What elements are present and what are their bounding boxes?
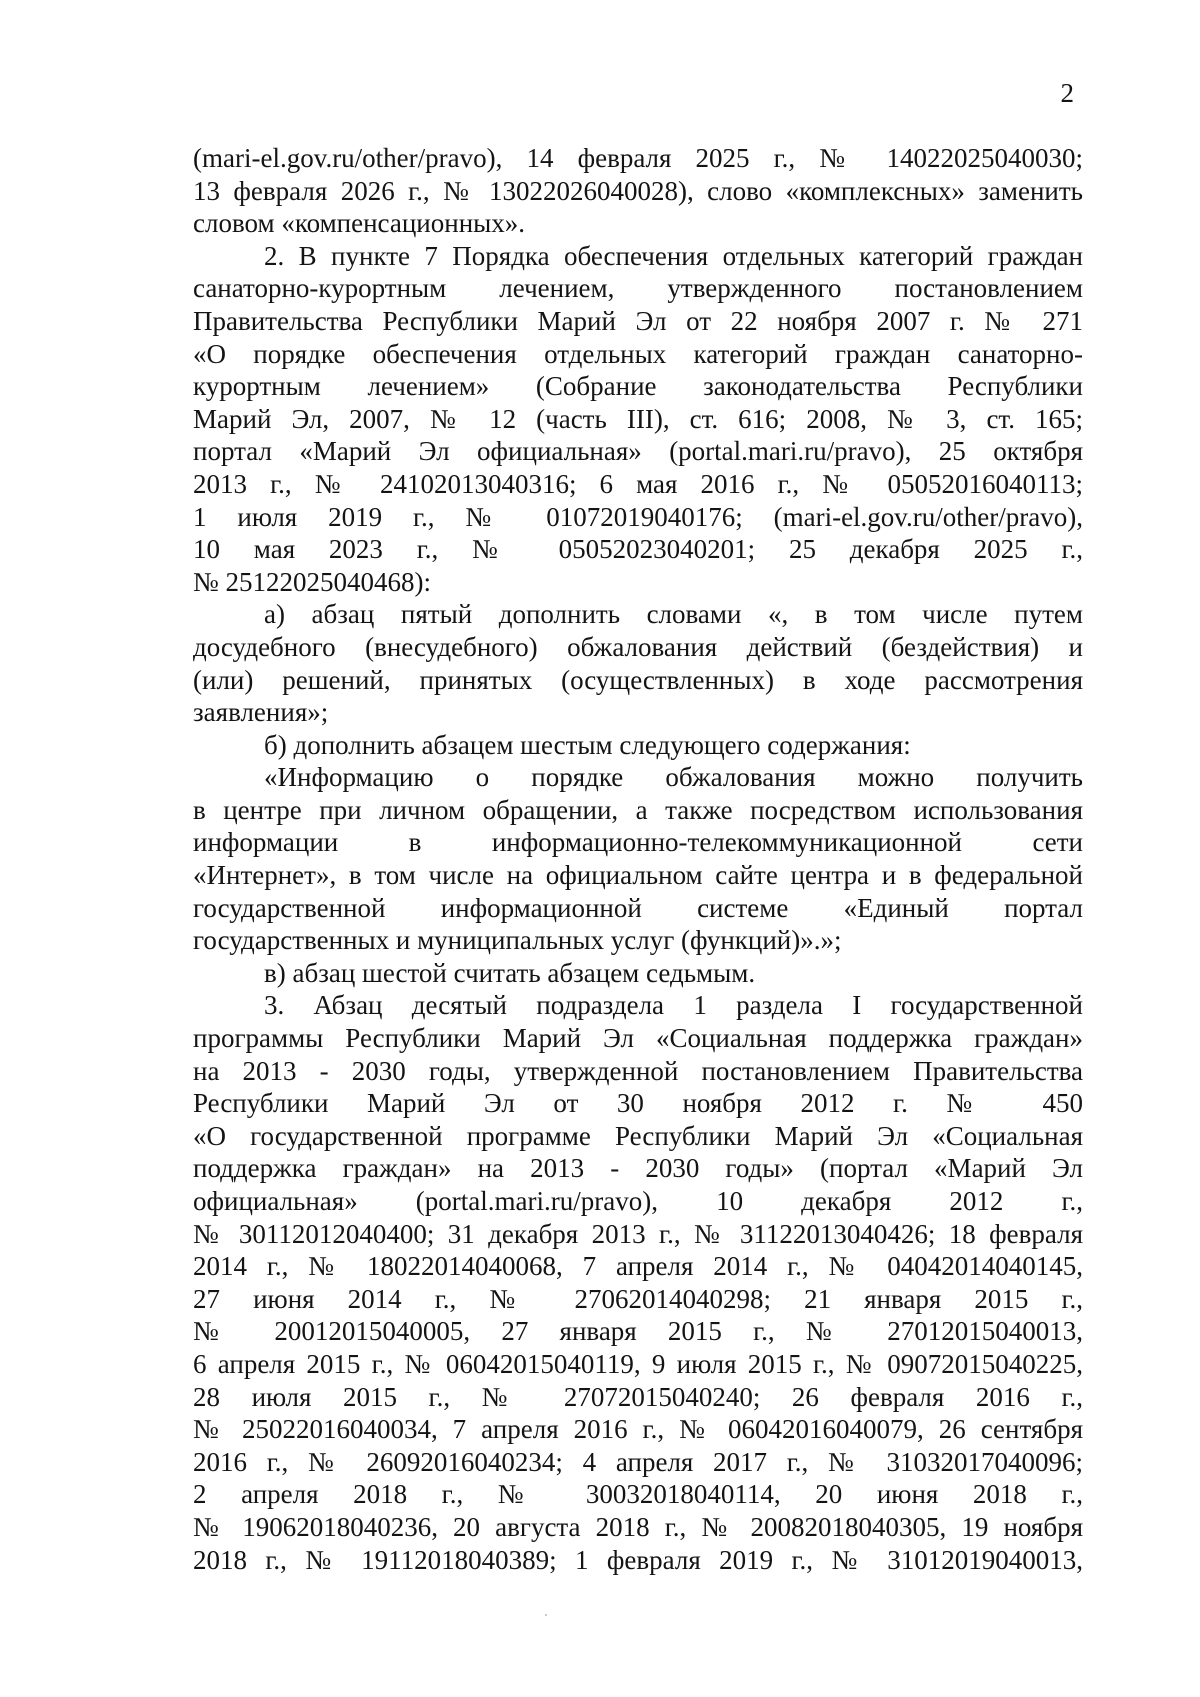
text-line: 3. Абзац десятый подраздела 1 раздела I государственной [264,990,1083,1021]
text-line: досудебного (внесудебного) обжалования действий (бездействия) и [193,631,1083,662]
text-line: «Интернет», в том числе на официальном сайте центра и в федеральной [193,860,1083,891]
text-line: а) абзац пятый дополнить словами «, в том числе путем [264,599,1083,630]
text-line: «О порядке обеспечения отдельных категорий граждан санаторно- [193,338,1083,369]
text-line: (mari-el.gov.ru/other/pravo), 14 февраля 2025 г., № 14022025040030; [193,143,1083,173]
text-line: (или) решений, принятых (осуществленных) в ходе рассмотрения [193,664,1083,695]
text-line: 6 апреля 2015 г., № 06042015040119, 9 июля 2015 г., № 09072015040225, [193,1348,1083,1379]
scan-speck [545,1614,547,1616]
text-line: официальная» (portal.mari.ru/pravo), 10 декабря 2012 г., [193,1186,1083,1216]
text-line: № 25022016040034, 7 апреля 2016 г., № 06042016040079, 26 сентября [193,1414,1083,1445]
text-line: 2 апреля 2018 г., № 30032018040114, 20 июня 2018 г., [193,1479,1083,1510]
text-line: 1 июля 2019 г., № 01072019040176; (mari-el.gov.ru/other/pravo), [193,501,1083,532]
text-line: информации в информационно-телекоммуникационной сети [193,827,1083,858]
text-line: 27 июня 2014 г., № 27062014040298; 21 января 2015 г., [193,1283,1083,1314]
text-line: санаторно-курортным лечением, утвержденного постановлением [193,273,1083,304]
text-line: «О государственной программе Республики Марий Эл «Социальная [193,1120,1083,1151]
text-line: 2018 г., № 19112018040389; 1 февраля 2019 г., № 31012019040013, [193,1544,1083,1575]
text-line: программы Республики Марий Эл «Социальная поддержка граждан» [193,1023,1083,1054]
text-line: поддержка граждан» на 2013 - 2030 годы» (портал «Марий Эл [193,1153,1083,1184]
text-line: «Информацию о порядке обжалования можно получить [264,762,1083,793]
text-line: заявления»; [193,697,329,728]
text-line: портал «Марий Эл официальная» (portal.mari.ru/pravo), 25 октября [193,436,1083,467]
text-line: 2013 г., № 24102013040316; 6 мая 2016 г., № 05052016040113; [193,468,1083,499]
text-line: государственной информационной системе «Единый портал [193,892,1083,923]
text-line: 2. В пункте 7 Порядка обеспечения отдельных категорий граждан [264,240,1083,271]
text-line: 2014 г., № 18022014040068, 7 апреля 2014 г., № 04042014040145, [193,1251,1083,1282]
text-line: Марий Эл, 2007, № 12 (часть III), ст. 616; 2008, № 3, ст. 165; [193,403,1083,434]
text-line: 10 мая 2023 г., № 05052023040201; 25 декабря 2025 г., [193,534,1083,565]
text-line: 13 февраля 2026 г., № 13022026040028), слово «комплексных» заменить [193,175,1083,206]
text-line: № 19062018040236, 20 августа 2018 г., № 20082018040305, 19 ноября [193,1511,1083,1542]
text-line: на 2013 - 2030 годы, утвержденной постановлением Правительства [193,1055,1083,1086]
page-number: 2 [1060,78,1074,108]
text-line: б) дополнить абзацем шестым следующего содержания: [264,729,911,760]
text-line: № 25122025040468): [193,566,432,597]
text-line: государственных и муниципальных услуг (функций)».»; [193,925,842,956]
text-line: № 30112012040400; 31 декабря 2013 г., № 31122013040426; 18 февраля [193,1218,1083,1249]
text-line: словом «компенсационных». [193,208,526,239]
text-line: № 20012015040005, 27 января 2015 г., № 27012015040013, [193,1316,1083,1347]
text-line: в) абзац шестой считать абзацем седьмым. [264,957,756,988]
text-line: курортным лечением» (Собрание законодательства Республики [193,371,1083,402]
text-line: Республики Марий Эл от 30 ноября 2012 г. № 450 [193,1088,1083,1119]
text-line: Правительства Республики Марий Эл от 22 ноября 2007 г. № 271 [193,305,1083,336]
text-line: 28 июля 2015 г., № 27072015040240; 26 февраля 2016 г., [193,1381,1083,1412]
text-line: 2016 г., № 26092016040234; 4 апреля 2017 г., № 31032017040096; [193,1446,1083,1477]
text-line: в центре при личном обращении, а также посредством использования [193,794,1083,825]
document-body [193,142,1083,1576]
